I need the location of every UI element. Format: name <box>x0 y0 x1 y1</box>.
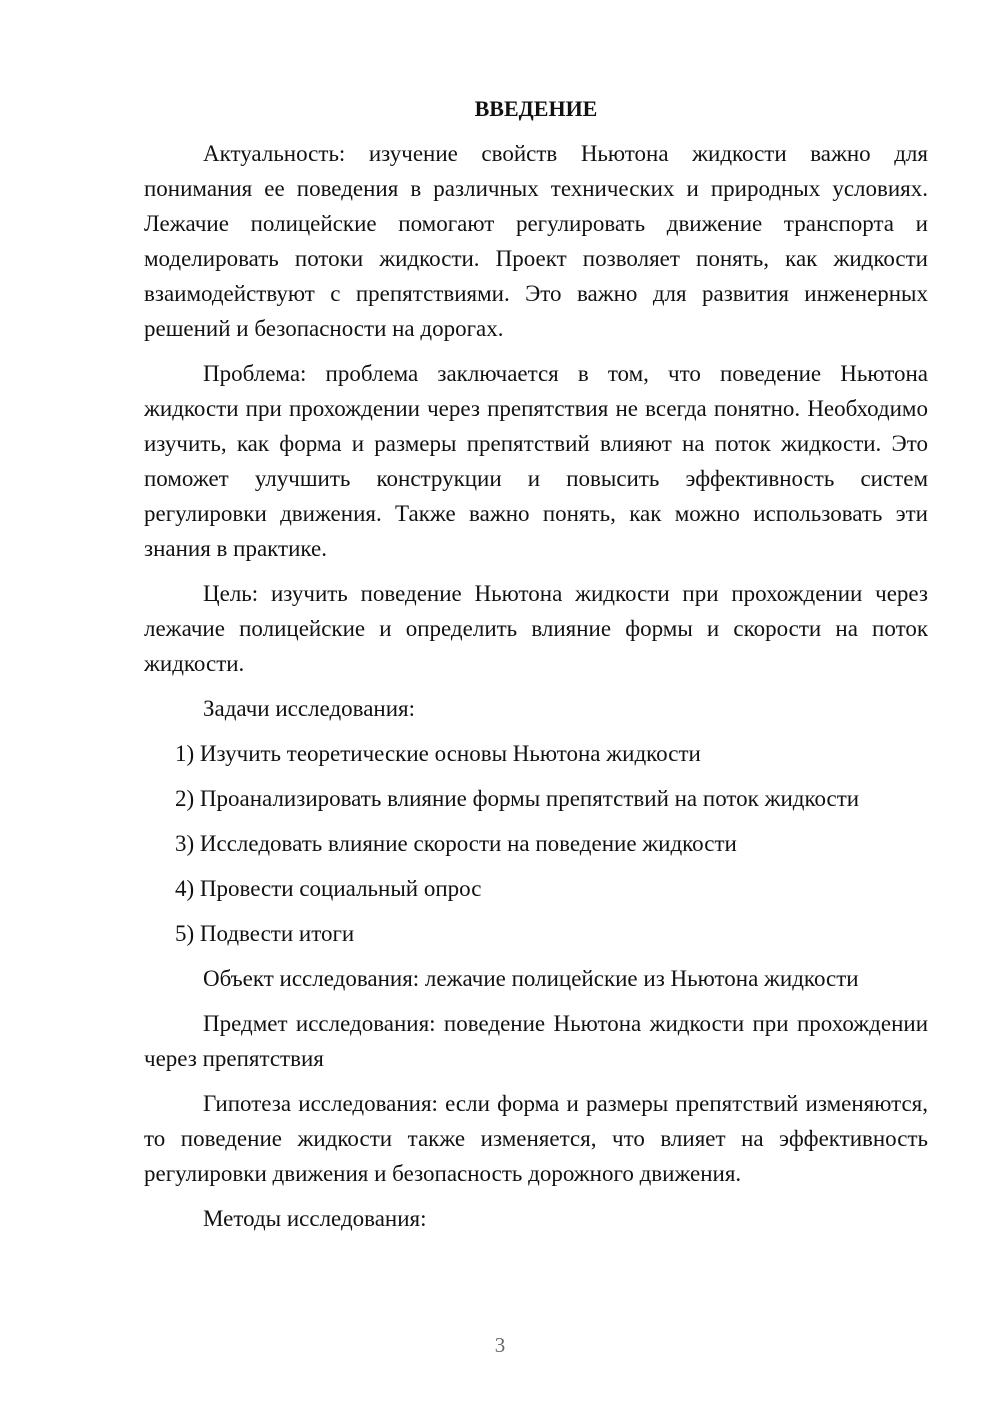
list-item: 4) Провести социальный опрос <box>175 876 482 901</box>
page-content <box>144 94 928 1246</box>
list-item: 2) Проанализировать влияние формы препятствий на поток жидкости <box>175 786 860 811</box>
task-list <box>144 736 928 951</box>
page-number: 3 <box>494 1333 506 1357</box>
paragraph-methods: Методы исследования: <box>203 1206 427 1231</box>
paragraph-tasks-heading: Задачи исследования: <box>203 696 416 721</box>
paragraph-relevance: Актуальность: изучение свойств Ньютона жидкости важно для понимания ее поведения в различных технических и природных условиях. Лежачие полицейские помогают регулировать движение транспорта и моделировать потоки жидкости. Проект позволяет понять, как жидкости взаимодействуют с препятствиями. Это важно для развития инженерных решений и безопасности на дорогах. <box>144 141 928 341</box>
paragraph-goal: Цель: изучить поведение Ньютона жидкости при прохождении через лежачие полицейские и определить влияние формы и скорости на поток жидкости. <box>144 581 928 676</box>
page-title: ВВЕДЕНИЕ <box>474 96 598 121</box>
list-item: 5) Подвести итоги <box>175 921 355 946</box>
paragraph-hypothesis: Гипотеза исследования: если форма и размеры препятствий изменяются, то поведение жидкости также изменяется, что влияет на эффективность регулировки движения и безопасность дорожного движения. <box>144 1091 928 1186</box>
paragraph-subject: Предмет исследования: поведение Ньютона жидкости при прохождении через препятствия <box>144 1011 928 1071</box>
paragraph-object: Объект исследования: лежачие полицейские из Ньютона жидкости <box>203 966 859 991</box>
list-item: 3) Исследовать влияние скорости на поведение жидкости <box>175 831 737 856</box>
list-item: 1) Изучить теоретические основы Ньютона жидкости <box>175 741 701 766</box>
paragraph-problem: Проблема: проблема заключается в том, что поведение Ньютона жидкости при прохождении через препятствия не всегда понятно. Необходимо изучить, как форма и размеры препятствий влияют на поток жидкости. Это поможет улучшить конструкции и повысить эффективность систем регулировки движения. Также важно понять, как можно использовать эти знания в практике. <box>144 361 928 561</box>
